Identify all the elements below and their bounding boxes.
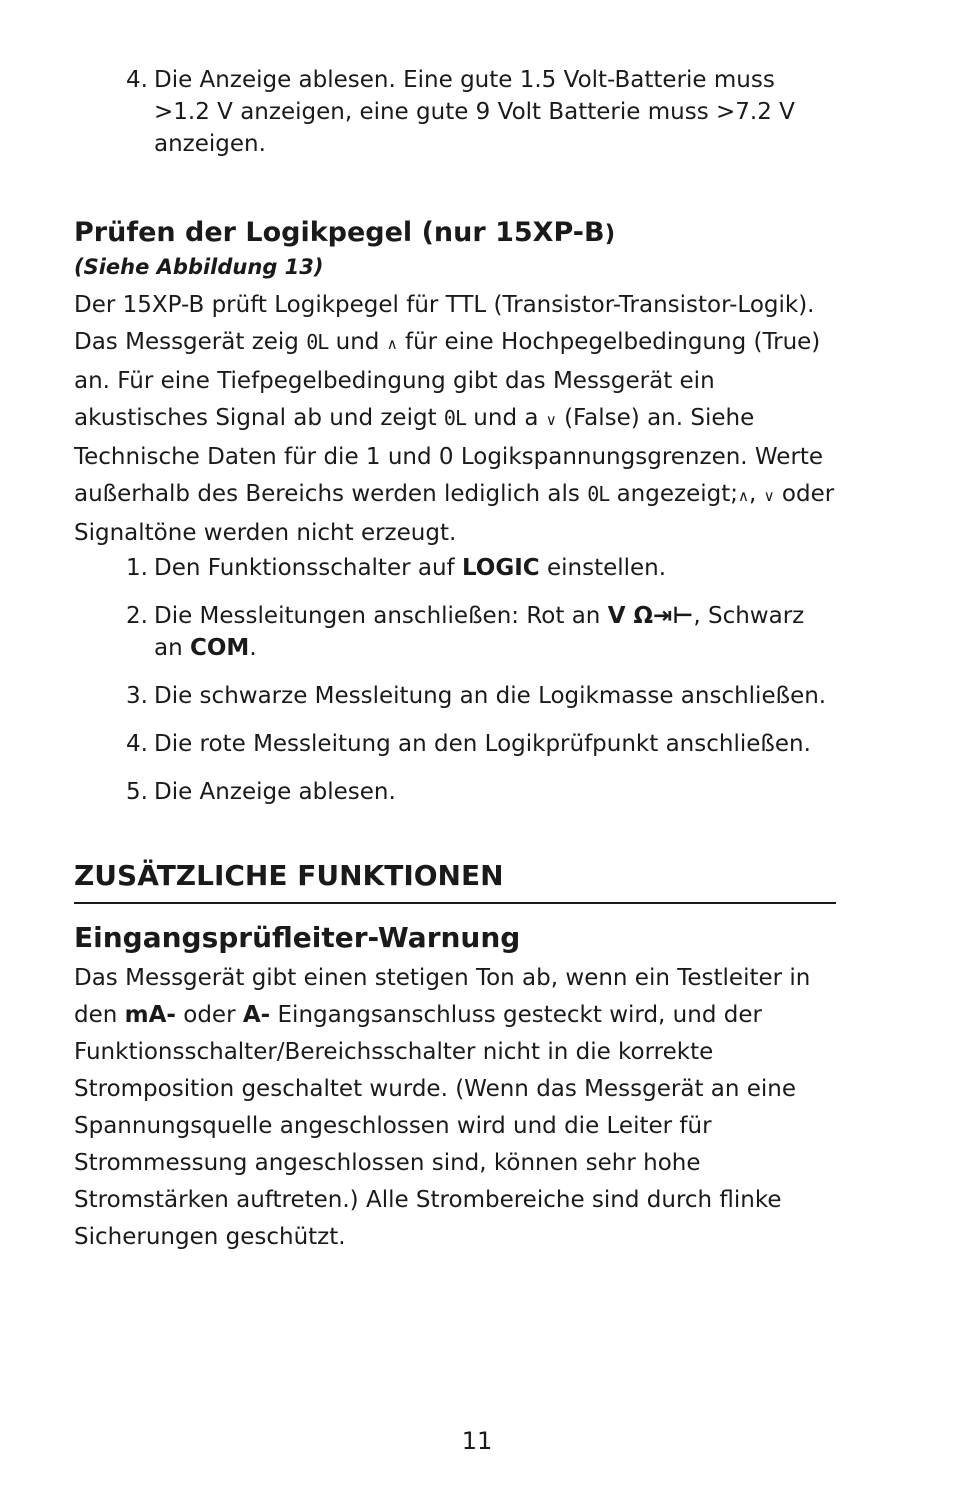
list-item-number: 4. bbox=[126, 731, 148, 757]
list-item-number: 3. bbox=[126, 683, 148, 709]
intro-list bbox=[74, 64, 836, 160]
list-item-number: 2. bbox=[126, 603, 148, 629]
logic-paragraph: Der 15XP-B prüft Logikpegel für TTL (Transistor-Transistor-Logik). Das Messgerät zeig 0L und ∧ für eine Hochpegelbedingung (True) an. Für eine Tiefpegelbedingung gibt das Messgerät ein akustisches Signal ab und zeigt 0L und a ∨ (False) an. Siehe Technische Daten für die 1 und 0 Logikspannungsgrenzen. Werte außerhalb des Bereichs werden lediglich als 0L angezeigt;∧, ∨ oder Signaltöne werden nicht erzeugt. bbox=[74, 292, 835, 546]
low-logic-icon: ∨ bbox=[763, 487, 775, 505]
list-item: 3. Die schwarze Messleitung an die Logikmasse anschließen. bbox=[126, 680, 836, 712]
input-warning-paragraph: Das Messgerät gibt einen stetigen Ton ab, wenn ein Testleiter in den mA- oder A- Eingangsanschluss gesteckt wird, und der Funktionsschalter/Bereichsschalter nicht in die korrekte Stromposition geschaltet wurde. (Wenn das Messgerät an eine Spannungsquelle angeschlossen wird und die Leiter für Strommessung angeschlossen sind, können sehr hohe Stromstärken auftreten.) Alle Strombereiche sind durch flinke Sicherungen geschützt. bbox=[74, 965, 811, 1250]
logic-section-title: Prüfen der Logikpegel (nur 15XP-B) bbox=[74, 217, 616, 248]
high-logic-icon: ∧ bbox=[386, 335, 398, 353]
low-logic-icon: ∨ bbox=[545, 411, 557, 429]
list-item-number: 1. bbox=[126, 555, 148, 581]
overload-display-symbol: 0L bbox=[306, 330, 329, 354]
additional-functions-heading: ZUSÄTZLICHE FUNKTIONEN bbox=[74, 858, 836, 904]
list-item: 5. Die Anzeige ablesen. bbox=[126, 776, 836, 808]
figure-reference: (Siehe Abbildung 13) bbox=[74, 255, 324, 279]
list-item-number: 4. bbox=[126, 67, 148, 93]
list-item: 2. Die Messleitungen anschließen: Rot an V Ω⇥⊢, Schwarz an COM. bbox=[126, 600, 836, 664]
com-terminal-label: COM bbox=[189, 635, 250, 661]
list-item: 1. Den Funktionsschalter auf LOGIC einstellen. bbox=[126, 552, 836, 584]
ma-terminal-label: mA- bbox=[124, 1002, 176, 1028]
list-item: 4. Die rote Messleitung an den Logikprüfpunkt anschließen. bbox=[126, 728, 836, 760]
a-terminal-label: A- bbox=[242, 1002, 271, 1028]
list-item-text: Die Anzeige ablesen. Eine gute 1.5 Volt-Batterie muss >1.2 V anzeigen, eine gute 9 Volt Batterie muss >7.2 V anzeigen. bbox=[154, 67, 795, 157]
overload-display-symbol: 0L bbox=[587, 482, 610, 506]
list-item bbox=[126, 64, 836, 160]
list-item-number: 5. bbox=[126, 779, 148, 805]
overload-display-symbol: 0L bbox=[443, 406, 466, 430]
high-logic-icon: ∧ bbox=[738, 487, 749, 505]
switch-position-logic: LOGIC bbox=[461, 555, 540, 581]
logic-steps-list bbox=[74, 552, 836, 808]
volt-ohm-diode-terminal-icon: V Ω⇥⊢ bbox=[607, 603, 694, 629]
input-warning-heading: Eingangsprüfleiter-Warnung bbox=[74, 921, 521, 954]
page-content bbox=[74, 64, 836, 1256]
page-number: 11 bbox=[461, 1427, 493, 1455]
